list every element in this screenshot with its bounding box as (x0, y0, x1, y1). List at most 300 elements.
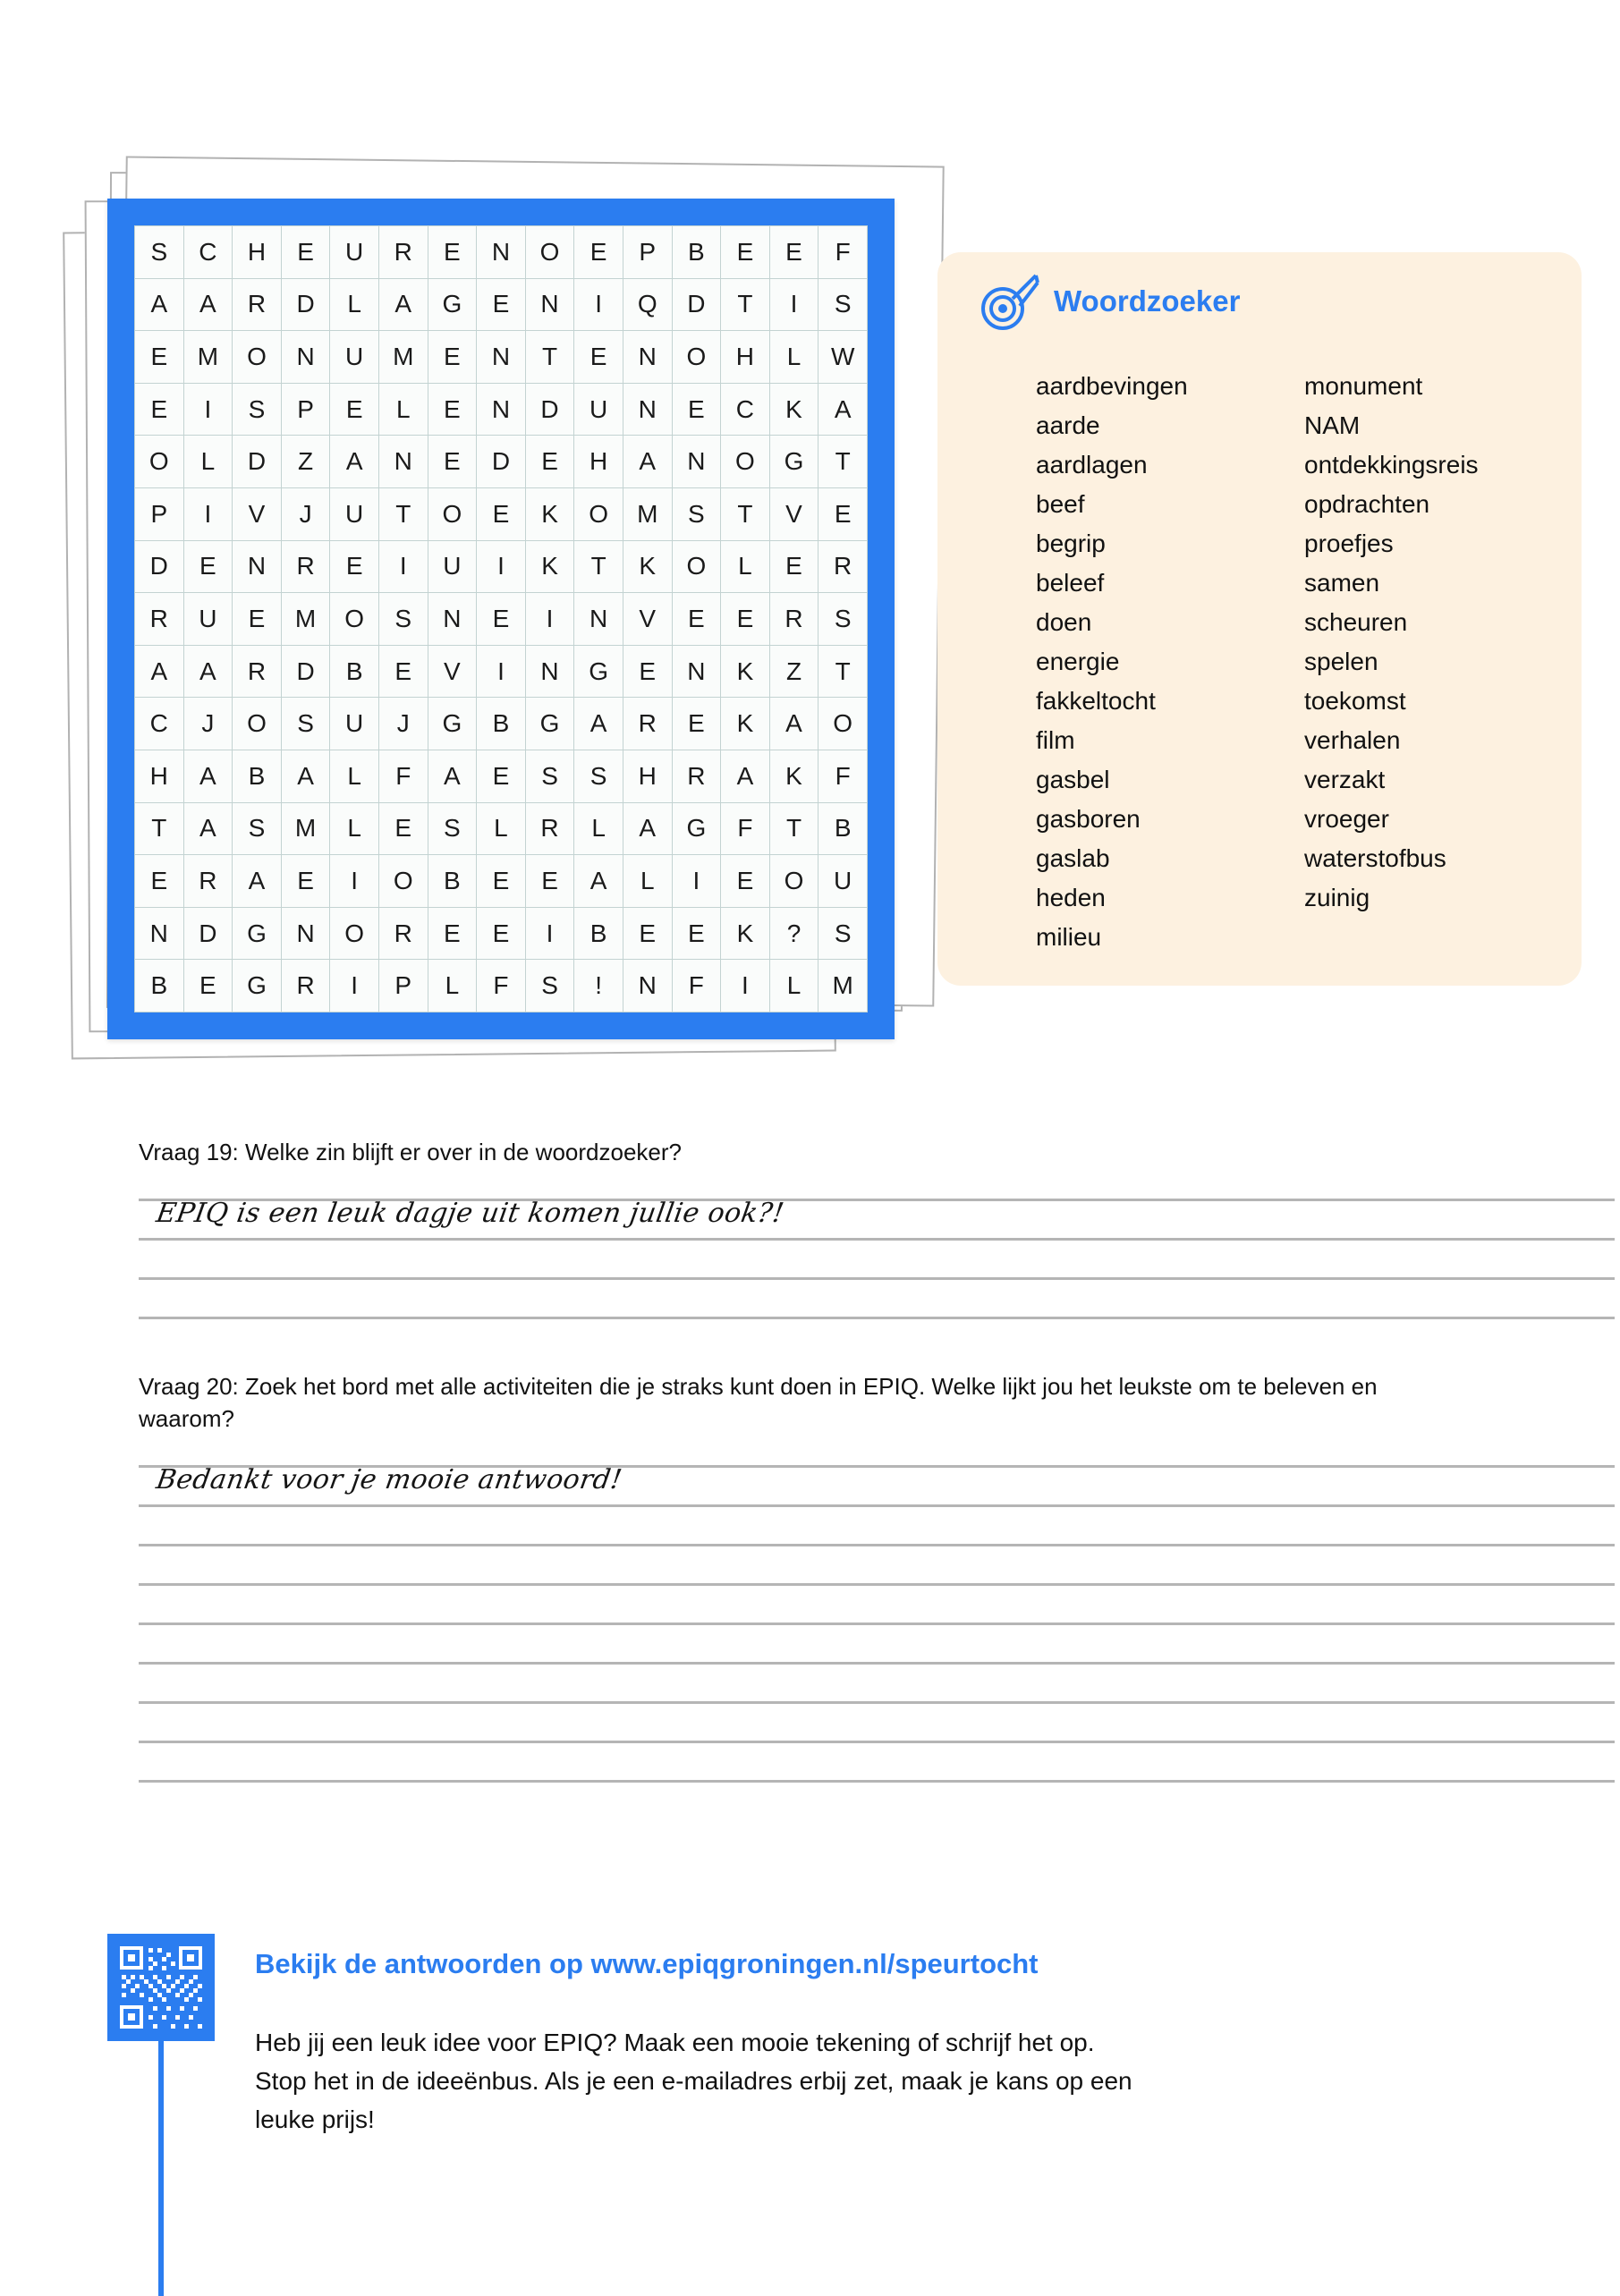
word-search-cell[interactable]: E (525, 855, 574, 908)
word-search-cell[interactable]: M (281, 593, 330, 646)
word-search-cell[interactable]: N (672, 436, 721, 488)
word-search-cell[interactable]: D (672, 278, 721, 331)
word-search-cell[interactable]: K (769, 750, 818, 802)
word-search-cell[interactable]: E (428, 907, 477, 960)
word-list-item: energie (1036, 648, 1120, 675)
word-search-cell[interactable]: E (428, 331, 477, 384)
word-search-cell[interactable]: N (378, 436, 428, 488)
word-search-cell[interactable]: R (672, 750, 721, 802)
word-search-cell[interactable]: E (721, 226, 770, 279)
word-search-cell[interactable]: E (721, 593, 770, 646)
word-search-cell[interactable]: E (330, 383, 379, 436)
word-search-row (135, 593, 868, 646)
word-search-cell[interactable]: R (378, 907, 428, 960)
word-search-cell[interactable]: S (818, 907, 868, 960)
word-search-cell[interactable]: M (623, 487, 672, 540)
qr-pin (107, 1934, 215, 2296)
word-search-cell[interactable]: D (281, 645, 330, 698)
word-list-item: fakkeltocht (1036, 687, 1156, 715)
word-search-cell[interactable]: K (769, 383, 818, 436)
word-search-cell[interactable]: R (525, 802, 574, 855)
answer-row (139, 1507, 1615, 1544)
question-19-answer-area[interactable] (139, 1199, 1615, 1319)
word-search-cell[interactable]: M (818, 960, 868, 1012)
word-list-item: aardbevingen (1036, 372, 1188, 400)
question-19-handwritten-answer: EPIQ is een leuk dagje uit komen jullie ook?! (154, 1198, 786, 1229)
word-search-cell[interactable]: E (623, 907, 672, 960)
word-search-cell[interactable]: Q (623, 278, 672, 331)
word-search-cell[interactable]: I (183, 383, 233, 436)
word-search-cell[interactable]: S (233, 802, 282, 855)
word-search-cell[interactable]: R (233, 645, 282, 698)
word-search-cell[interactable]: B (818, 802, 868, 855)
word-search-cell[interactable]: E (477, 855, 526, 908)
word-search-cell[interactable]: R (623, 698, 672, 750)
word-search-cell[interactable]: A (233, 855, 282, 908)
question-20-answer-area[interactable] (139, 1465, 1615, 1783)
word-search-cell[interactable]: I (330, 855, 379, 908)
word-search-cell[interactable]: T (721, 487, 770, 540)
word-search-cell[interactable]: E (672, 698, 721, 750)
word-search-cell[interactable]: B (233, 750, 282, 802)
word-search-cell[interactable]: E (672, 383, 721, 436)
word-search-cell[interactable]: K (623, 540, 672, 593)
word-search-cell[interactable]: B (574, 907, 623, 960)
word-search-cell[interactable]: E (428, 436, 477, 488)
word-search-cell[interactable]: A (428, 750, 477, 802)
word-list-item: milieu (1036, 923, 1102, 951)
word-search-cell[interactable]: O (818, 698, 868, 750)
qr-code-icon[interactable] (107, 1934, 215, 2041)
word-search-cell[interactable]: G (428, 698, 477, 750)
word-search-cell[interactable]: C (721, 383, 770, 436)
word-search-cell[interactable]: E (428, 383, 477, 436)
word-search-cell[interactable]: A (623, 802, 672, 855)
word-search-cell[interactable]: R (281, 540, 330, 593)
word-search-cell[interactable]: R (818, 540, 868, 593)
word-search-cell[interactable]: O (574, 487, 623, 540)
word-search-cell[interactable]: T (818, 436, 868, 488)
word-search-cell[interactable]: H (623, 750, 672, 802)
word-search-cell[interactable]: V (428, 645, 477, 698)
word-list-item: toekomst (1304, 687, 1406, 715)
question-20-prompt: Vraag 20: Zoek het bord met alle activiteiten die je straks kunt doen in EPIQ. Welke lijkt jou het leukste om te beleven en waarom? (139, 1373, 1378, 1432)
word-list-item: NAM (1304, 411, 1361, 439)
word-search-cell[interactable]: J (183, 698, 233, 750)
word-search-cell[interactable]: L (721, 540, 770, 593)
word-search-card (107, 199, 895, 1039)
word-search-cell[interactable]: E (477, 593, 526, 646)
footer-text (255, 1948, 1507, 2139)
word-search-cell[interactable]: S (818, 278, 868, 331)
word-search-cell[interactable]: E (574, 226, 623, 279)
word-search-cell[interactable]: E (477, 907, 526, 960)
word-search-cell[interactable]: S (818, 593, 868, 646)
word-search-cell[interactable]: O (672, 540, 721, 593)
word-search-cell[interactable]: U (183, 593, 233, 646)
word-search-cell[interactable]: D (183, 907, 233, 960)
word-search-cell[interactable]: B (428, 855, 477, 908)
word-search-cell[interactable]: E (477, 278, 526, 331)
word-search-cell[interactable]: G (233, 960, 282, 1012)
word-search-cell[interactable]: R (281, 960, 330, 1012)
word-search-cell[interactable]: J (281, 487, 330, 540)
word-search-cell[interactable]: T (378, 487, 428, 540)
word-search-cell[interactable]: F (477, 960, 526, 1012)
word-search-cell[interactable]: S (428, 802, 477, 855)
word-search-row (135, 383, 868, 436)
word-search-cell[interactable]: S (281, 698, 330, 750)
word-search-cell[interactable]: E (818, 487, 868, 540)
word-search-cell[interactable]: I (721, 960, 770, 1012)
word-search-cell[interactable]: A (721, 750, 770, 802)
word-search-cell[interactable]: D (233, 436, 282, 488)
word-search-cell[interactable]: T (525, 331, 574, 384)
word-list-item: samen (1304, 569, 1380, 597)
word-search-cell[interactable]: K (721, 698, 770, 750)
word-list-item: gasbel (1036, 766, 1110, 793)
word-search-cell[interactable]: M (183, 331, 233, 384)
word-search-cell[interactable]: P (378, 960, 428, 1012)
answer-row (139, 1546, 1615, 1583)
word-search-row (135, 698, 868, 750)
word-search-cell[interactable]: V (623, 593, 672, 646)
word-search-cell[interactable]: E (672, 593, 721, 646)
question-20-handwritten-answer: Bedankt voor je mooie antwoord! (154, 1464, 624, 1495)
word-search-cell[interactable]: G (769, 436, 818, 488)
word-list-item: beef (1036, 490, 1085, 518)
word-search-cell[interactable]: L (769, 331, 818, 384)
word-search-row (135, 855, 868, 908)
word-search-row (135, 436, 868, 488)
word-search-cell[interactable]: Z (769, 645, 818, 698)
word-search-cell[interactable]: L (330, 750, 379, 802)
word-search-cell[interactable]: ! (574, 960, 623, 1012)
word-search-cell[interactable]: B (477, 698, 526, 750)
word-list-panel (937, 252, 1582, 986)
word-search-cell[interactable]: L (330, 802, 379, 855)
word-search-cell[interactable]: S (525, 750, 574, 802)
word-search-cell[interactable]: S (233, 383, 282, 436)
answer-row (139, 1586, 1615, 1622)
word-search-cell[interactable]: V (233, 487, 282, 540)
word-search-cell[interactable]: A (183, 750, 233, 802)
word-search-cell[interactable]: B (330, 645, 379, 698)
word-search-cell[interactable]: N (281, 907, 330, 960)
word-search-cell[interactable]: B (672, 226, 721, 279)
word-search-cell[interactable]: S (672, 487, 721, 540)
word-search-cell[interactable]: A (183, 802, 233, 855)
word-search-cell[interactable]: U (428, 540, 477, 593)
word-search-cell[interactable]: A (574, 855, 623, 908)
word-list-columns (1036, 367, 1573, 957)
answer-row (139, 1464, 1615, 1504)
word-list-item: ontdekkingsreis (1304, 451, 1479, 479)
word-search-cell[interactable]: E (281, 226, 330, 279)
word-search-cell[interactable]: K (525, 540, 574, 593)
word-search-cell[interactable]: P (135, 487, 184, 540)
word-search-cell[interactable]: N (574, 593, 623, 646)
word-search-cell[interactable]: S (525, 960, 574, 1012)
answer-row (139, 1704, 1615, 1741)
word-search-cell[interactable]: E (477, 750, 526, 802)
word-search-row (135, 331, 868, 384)
question-19-block (139, 1136, 1615, 1319)
word-search-cell[interactable]: E (135, 331, 184, 384)
word-list-item: doen (1036, 608, 1092, 636)
answer-line (139, 1780, 1615, 1783)
word-search-cell[interactable]: E (378, 802, 428, 855)
word-list-item: begrip (1036, 530, 1106, 557)
word-search-cell[interactable]: N (477, 226, 526, 279)
word-search-cell[interactable]: H (135, 750, 184, 802)
word-search-cell[interactable]: D (135, 540, 184, 593)
word-search-row (135, 750, 868, 802)
word-search-cell[interactable]: I (330, 960, 379, 1012)
woordzoeker-section (0, 0, 1620, 1091)
word-search-cell[interactable]: N (428, 593, 477, 646)
word-search-cell[interactable]: N (525, 278, 574, 331)
word-list-title: Woordzoeker (1054, 284, 1241, 318)
word-search-cell[interactable]: H (721, 331, 770, 384)
word-search-cell[interactable]: A (135, 278, 184, 331)
word-search-cell[interactable]: D (281, 278, 330, 331)
word-search-cell[interactable]: S (135, 226, 184, 279)
word-search-cell[interactable]: C (183, 226, 233, 279)
word-search-cell[interactable]: E (135, 383, 184, 436)
word-search-cell[interactable]: K (721, 907, 770, 960)
word-search-cell[interactable]: U (330, 331, 379, 384)
word-search-cell[interactable]: R (183, 855, 233, 908)
word-list-item: verzakt (1304, 766, 1386, 793)
word-search-cell[interactable]: E (623, 645, 672, 698)
word-search-cell[interactable]: I (574, 278, 623, 331)
word-search-cell[interactable]: E (183, 960, 233, 1012)
word-search-cell[interactable]: L (769, 960, 818, 1012)
word-search-cell[interactable]: I (672, 855, 721, 908)
word-list-item: scheuren (1304, 608, 1408, 636)
footer-section (0, 1923, 1620, 2290)
question-19-prompt: Vraag 19: Welke zin blijft er over in de woordzoeker? (139, 1139, 682, 1165)
word-search-cell[interactable]: E (477, 487, 526, 540)
word-search-cell[interactable]: I (378, 540, 428, 593)
word-search-cell[interactable]: N (525, 645, 574, 698)
word-search-cell[interactable]: A (818, 383, 868, 436)
word-list-item: film (1036, 726, 1075, 754)
word-list-column-left (1036, 367, 1304, 957)
word-search-cell[interactable]: E (183, 540, 233, 593)
word-search-cell[interactable]: T (769, 802, 818, 855)
word-search-cell[interactable]: L (183, 436, 233, 488)
word-search-cell[interactable]: G (574, 645, 623, 698)
word-list-item: opdrachten (1304, 490, 1430, 518)
word-search-cell[interactable]: N (281, 331, 330, 384)
answer-row (139, 1198, 1615, 1238)
word-search-cell[interactable]: A (281, 750, 330, 802)
word-search-cell[interactable]: L (378, 383, 428, 436)
word-search-cell[interactable]: G (233, 907, 282, 960)
word-search-cell[interactable]: E (672, 907, 721, 960)
answer-row (139, 1743, 1615, 1780)
word-search-row (135, 645, 868, 698)
word-search-cell[interactable]: D (477, 436, 526, 488)
word-search-cell[interactable]: E (428, 226, 477, 279)
word-search-row (135, 540, 868, 593)
word-search-cell[interactable]: L (330, 278, 379, 331)
word-search-cell[interactable]: U (330, 698, 379, 750)
word-search-cell[interactable]: L (428, 960, 477, 1012)
word-search-cell[interactable]: N (672, 645, 721, 698)
word-search-cell[interactable]: G (428, 278, 477, 331)
word-search-cell[interactable]: A (183, 645, 233, 698)
word-search-cell[interactable]: O (233, 331, 282, 384)
word-list-item: proefjes (1304, 530, 1394, 557)
word-search-cell[interactable]: E (233, 593, 282, 646)
word-search-cell[interactable]: A (378, 278, 428, 331)
word-search-cell[interactable]: R (135, 593, 184, 646)
word-search-cell[interactable]: B (135, 960, 184, 1012)
word-search-row (135, 960, 868, 1012)
word-search-cell[interactable]: D (525, 383, 574, 436)
word-search-cell[interactable]: O (330, 593, 379, 646)
word-list-item: beleef (1036, 569, 1105, 597)
word-search-cell[interactable]: P (281, 383, 330, 436)
word-search-cell[interactable]: A (623, 436, 672, 488)
word-search-cell[interactable]: O (525, 226, 574, 279)
word-search-cell[interactable]: Z (281, 436, 330, 488)
answers-link[interactable]: Bekijk de antwoorden op www.epiqgroningen.nl/speurtocht (255, 1948, 1039, 1979)
word-search-cell[interactable]: U (330, 226, 379, 279)
word-list-item: aarde (1036, 411, 1100, 439)
word-search-grid[interactable] (134, 225, 868, 1012)
word-search-cell[interactable]: O (378, 855, 428, 908)
word-search-cell[interactable]: T (721, 278, 770, 331)
word-search-cell[interactable]: N (623, 383, 672, 436)
word-list-item: heden (1036, 884, 1106, 911)
answer-row (139, 1241, 1615, 1277)
word-search-cell[interactable]: I (769, 278, 818, 331)
word-search-cell[interactable]: C (135, 698, 184, 750)
word-search-cell[interactable]: I (477, 645, 526, 698)
word-search-cell[interactable]: O (135, 436, 184, 488)
word-search-cell[interactable]: N (477, 331, 526, 384)
word-search-cell[interactable]: A (135, 645, 184, 698)
word-search-cell[interactable]: E (769, 540, 818, 593)
word-search-cell[interactable]: F (818, 226, 868, 279)
footer-body (255, 2023, 1445, 2139)
word-search-cell[interactable]: F (721, 802, 770, 855)
word-search-cell[interactable]: L (477, 802, 526, 855)
word-search-cell[interactable]: N (233, 540, 282, 593)
word-search-cell[interactable]: J (378, 698, 428, 750)
word-search-cell[interactable]: G (672, 802, 721, 855)
word-search-cell[interactable]: E (769, 226, 818, 279)
word-search-cell[interactable]: S (574, 750, 623, 802)
answer-line (139, 1317, 1615, 1319)
word-list-item: spelen (1304, 648, 1378, 675)
word-search-cell[interactable]: I (525, 593, 574, 646)
word-search-cell[interactable]: A (769, 698, 818, 750)
word-search-cell[interactable]: I (525, 907, 574, 960)
word-search-cell[interactable]: A (574, 698, 623, 750)
question-20-block (139, 1370, 1615, 1783)
answer-row (139, 1625, 1615, 1662)
word-search-cell[interactable]: U (330, 487, 379, 540)
word-search-cell[interactable]: N (623, 331, 672, 384)
word-search-cell[interactable]: T (135, 802, 184, 855)
word-search-cell[interactable]: E (330, 540, 379, 593)
word-list-item: verhalen (1304, 726, 1401, 754)
word-search-cell[interactable]: L (574, 802, 623, 855)
footer-body-line-2: Stop het in de ideeënbus. Als je een e-mailadres erbij zet, maak je kans op een (255, 2067, 1132, 2095)
word-search-cell[interactable]: O (428, 487, 477, 540)
word-search-cell[interactable]: I (477, 540, 526, 593)
word-search-cell[interactable]: T (818, 645, 868, 698)
word-search-cell[interactable]: W (818, 331, 868, 384)
word-list-item: gasboren (1036, 805, 1141, 833)
word-search-cell[interactable]: N (477, 383, 526, 436)
word-search-cell[interactable]: K (525, 487, 574, 540)
word-search-cell[interactable]: H (574, 436, 623, 488)
word-search-cell[interactable]: N (135, 907, 184, 960)
word-search-cell[interactable]: G (525, 698, 574, 750)
word-search-cell[interactable]: O (769, 855, 818, 908)
word-search-cell[interactable]: T (574, 540, 623, 593)
answer-row (139, 1280, 1615, 1317)
word-search-cell[interactable]: K (721, 645, 770, 698)
word-search-cell[interactable]: E (525, 436, 574, 488)
word-list-item: waterstofbus (1304, 844, 1446, 872)
word-list-item: monument (1304, 372, 1423, 400)
word-list-item: aardlagen (1036, 451, 1148, 479)
word-search-cell[interactable]: R (769, 593, 818, 646)
footer-body-line-3: leuke prijs! (255, 2105, 375, 2133)
word-list-column-right (1304, 367, 1573, 957)
word-list-item: gaslab (1036, 844, 1110, 872)
word-search-cell[interactable]: N (623, 960, 672, 1012)
word-search-cell[interactable]: R (378, 226, 428, 279)
word-search-cell[interactable]: O (721, 436, 770, 488)
word-search-cell[interactable]: U (818, 855, 868, 908)
word-search-cell[interactable]: U (574, 383, 623, 436)
word-search-row (135, 226, 868, 279)
word-search-cell[interactable]: F (378, 750, 428, 802)
word-search-cell[interactable]: E (281, 855, 330, 908)
word-search-cell[interactable]: I (183, 487, 233, 540)
word-search-cell[interactable]: E (574, 331, 623, 384)
word-search-cell[interactable]: F (672, 960, 721, 1012)
word-search-cell[interactable]: F (818, 750, 868, 802)
word-list-item: zuinig (1304, 884, 1370, 911)
word-search-cell[interactable]: R (233, 278, 282, 331)
word-search-cell[interactable]: O (233, 698, 282, 750)
word-search-cell[interactable]: M (378, 331, 428, 384)
word-search-cell[interactable]: P (623, 226, 672, 279)
word-search-cell[interactable]: O (672, 331, 721, 384)
word-search-cell[interactable]: L (623, 855, 672, 908)
word-search-cell[interactable]: S (378, 593, 428, 646)
word-search-cell[interactable]: O (330, 907, 379, 960)
word-search-cell[interactable]: H (233, 226, 282, 279)
word-search-cell[interactable]: E (378, 645, 428, 698)
word-search-cell[interactable]: A (183, 278, 233, 331)
word-search-cell[interactable]: M (281, 802, 330, 855)
word-search-cell[interactable]: V (769, 487, 818, 540)
word-search-cell[interactable]: ? (769, 907, 818, 960)
word-search-cell[interactable]: E (135, 855, 184, 908)
word-search-cell[interactable]: E (721, 855, 770, 908)
word-search-cell[interactable]: A (330, 436, 379, 488)
